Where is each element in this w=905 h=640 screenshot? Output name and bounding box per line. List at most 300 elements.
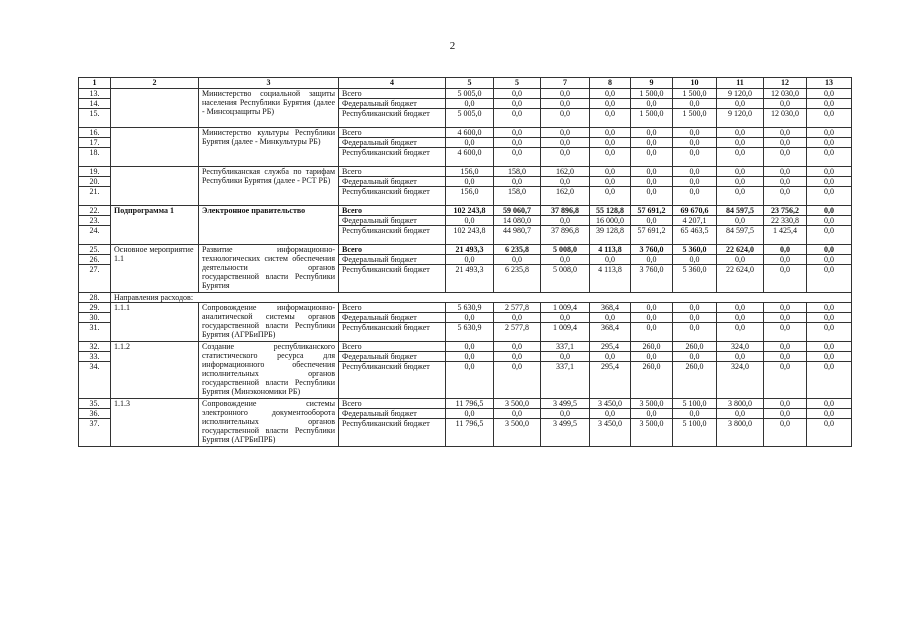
value-cell: 0,0 <box>631 177 673 187</box>
row-number: 33. <box>79 352 111 362</box>
value-cell: 0,0 <box>764 148 807 167</box>
program-code <box>111 89 199 128</box>
value-cell: 3 800,0 <box>717 399 764 409</box>
header-cell: 4 <box>339 78 446 89</box>
value-cell: 0,0 <box>541 89 590 99</box>
program-code: Основное мероприятие 1.1 <box>111 245 199 293</box>
value-cell: 0,0 <box>673 409 717 419</box>
value-cell: 0,0 <box>631 303 673 313</box>
value-cell: 0,0 <box>631 128 673 138</box>
program-code <box>111 128 199 167</box>
value-cell: 4 113,8 <box>590 245 631 255</box>
value-cell: 9 120,0 <box>717 109 764 128</box>
value-cell: 0,0 <box>590 89 631 99</box>
value-cell: 1 500,0 <box>673 109 717 128</box>
value-cell: 14 080,0 <box>494 216 541 226</box>
funding-source: Всего <box>339 303 446 313</box>
value-cell: 0,0 <box>807 177 852 187</box>
value-cell: 0,0 <box>541 128 590 138</box>
value-cell: 0,0 <box>673 323 717 342</box>
value-cell: 22 624,0 <box>717 245 764 255</box>
row-number: 36. <box>79 409 111 419</box>
program-name: Министерство социальной защиты населения Республики Бурятия (далее - Минсоцзащиты РБ) <box>199 89 339 128</box>
value-cell: 0,0 <box>807 138 852 148</box>
program-code: Подпрограмма 1 <box>111 206 199 245</box>
funding-source: Федеральный бюджет <box>339 255 446 265</box>
program-name: Министерство культуры Республики Бурятия (далее - Минкультуры РБ) <box>199 128 339 167</box>
funding-source: Всего <box>339 399 446 409</box>
page-number: 2 <box>449 40 456 52</box>
funding-source: Республиканский бюджет <box>339 187 446 206</box>
value-cell: 0,0 <box>494 177 541 187</box>
value-cell: 5 008,0 <box>541 245 590 255</box>
row-number: 37. <box>79 419 111 447</box>
value-cell: 0,0 <box>590 187 631 206</box>
row-number: 13. <box>79 89 111 99</box>
value-cell: 0,0 <box>590 177 631 187</box>
row-number: 31. <box>79 323 111 342</box>
value-cell: 0,0 <box>631 313 673 323</box>
funding-source: Федеральный бюджет <box>339 352 446 362</box>
value-cell: 5 005,0 <box>446 109 494 128</box>
value-cell: 69 670,6 <box>673 206 717 216</box>
value-cell: 0,0 <box>673 187 717 206</box>
value-cell: 3 500,0 <box>494 419 541 447</box>
value-cell: 55 128,8 <box>590 206 631 216</box>
value-cell: 39 128,8 <box>590 226 631 245</box>
row-number: 15. <box>79 109 111 128</box>
funding-source: Республиканский бюджет <box>339 419 446 447</box>
funding-source: Федеральный бюджет <box>339 409 446 419</box>
value-cell: 0,0 <box>807 255 852 265</box>
value-cell: 0,0 <box>717 409 764 419</box>
value-cell: 0,0 <box>717 148 764 167</box>
value-cell: 260,0 <box>673 362 717 399</box>
value-cell: 3 760,0 <box>631 265 673 293</box>
funding-source: Республиканский бюджет <box>339 362 446 399</box>
value-cell: 57 691,2 <box>631 206 673 216</box>
value-cell: 37 896,8 <box>541 206 590 216</box>
header-cell: 1 <box>79 78 111 89</box>
value-cell: 0,0 <box>764 362 807 399</box>
table-row <box>79 303 852 313</box>
value-cell: 0,0 <box>764 99 807 109</box>
value-cell: 0,0 <box>494 255 541 265</box>
funding-source: Республиканский бюджет <box>339 148 446 167</box>
value-cell: 0,0 <box>541 216 590 226</box>
row-number: 14. <box>79 99 111 109</box>
value-cell: 0,0 <box>494 128 541 138</box>
row-number: 29. <box>79 303 111 313</box>
value-cell: 0,0 <box>631 352 673 362</box>
funding-source: Всего <box>339 128 446 138</box>
value-cell: 337,1 <box>541 342 590 352</box>
value-cell: 0,0 <box>764 303 807 313</box>
value-cell: 5 360,0 <box>673 265 717 293</box>
value-cell: 37 896,8 <box>541 226 590 245</box>
value-cell: 0,0 <box>590 409 631 419</box>
value-cell: 0,0 <box>673 313 717 323</box>
header-cell: 12 <box>764 78 807 89</box>
value-cell: 22 330,8 <box>764 216 807 226</box>
value-cell: 5 100,0 <box>673 419 717 447</box>
value-cell: 1 500,0 <box>631 109 673 128</box>
value-cell: 0,0 <box>590 109 631 128</box>
program-name: Создание республиканского статистического ресурса для информационного обеспечения исполнительных органов государственной власти Республики Бурятия (Минэкономики РБ) <box>199 342 339 399</box>
row-number: 26. <box>79 255 111 265</box>
value-cell: 0,0 <box>717 99 764 109</box>
value-cell: 84 597,5 <box>717 206 764 216</box>
header-row <box>79 78 852 89</box>
value-cell: 0,0 <box>673 303 717 313</box>
value-cell: 0,0 <box>764 167 807 177</box>
value-cell: 5 630,9 <box>446 323 494 342</box>
value-cell: 0,0 <box>807 352 852 362</box>
value-cell: 260,0 <box>631 362 673 399</box>
value-cell: 0,0 <box>541 255 590 265</box>
row-number: 21. <box>79 187 111 206</box>
funding-source: Всего <box>339 206 446 216</box>
value-cell: 0,0 <box>764 245 807 255</box>
value-cell: 0,0 <box>764 323 807 342</box>
value-cell: 4 113,8 <box>590 265 631 293</box>
value-cell: 3 499,5 <box>541 419 590 447</box>
value-cell: 21 493,3 <box>446 265 494 293</box>
value-cell: 0,0 <box>673 177 717 187</box>
value-cell: 5 360,0 <box>673 245 717 255</box>
value-cell: 0,0 <box>807 99 852 109</box>
row-number: 24. <box>79 226 111 245</box>
table-row <box>79 342 852 352</box>
value-cell: 0,0 <box>631 187 673 206</box>
value-cell: 9 120,0 <box>717 89 764 99</box>
value-cell: 0,0 <box>717 187 764 206</box>
value-cell: 3 450,0 <box>590 399 631 409</box>
row-number: 18. <box>79 148 111 167</box>
header-cell: 5 <box>446 78 494 89</box>
value-cell: 12 030,0 <box>764 89 807 99</box>
value-cell: 295,4 <box>590 362 631 399</box>
program-code: 1.1.3 <box>111 399 199 447</box>
value-cell: 0,0 <box>717 323 764 342</box>
value-cell: 65 463,5 <box>673 226 717 245</box>
value-cell: 0,0 <box>541 99 590 109</box>
value-cell: 21 493,3 <box>446 245 494 255</box>
value-cell: 0,0 <box>807 265 852 293</box>
row-number: 20. <box>79 177 111 187</box>
value-cell: 0,0 <box>807 323 852 342</box>
value-cell: 16 000,0 <box>590 216 631 226</box>
value-cell: 0,0 <box>807 167 852 177</box>
value-cell: 59 060,7 <box>494 206 541 216</box>
value-cell: 162,0 <box>541 187 590 206</box>
program-name: Республиканская служба по тарифам Республики Бурятия (далее - РСТ РБ) <box>199 167 339 206</box>
header-cell: 13 <box>807 78 852 89</box>
value-cell: 368,4 <box>590 303 631 313</box>
value-cell: 0,0 <box>807 362 852 399</box>
value-cell: 0,0 <box>446 99 494 109</box>
header-cell: 8 <box>590 78 631 89</box>
value-cell: 0,0 <box>764 138 807 148</box>
program-name: Развитие информационно-технологических систем обеспечения деятельности органов государственной власти Республики Бурятия <box>199 245 339 293</box>
header-cell: 9 <box>631 78 673 89</box>
funding-source: Федеральный бюджет <box>339 177 446 187</box>
header-cell: 3 <box>199 78 339 89</box>
value-cell: 0,0 <box>807 128 852 138</box>
value-cell: 0,0 <box>717 128 764 138</box>
value-cell: 0,0 <box>807 313 852 323</box>
value-cell: 324,0 <box>717 342 764 352</box>
funding-source: Всего <box>339 167 446 177</box>
program-code: 1.1.1 <box>111 303 199 342</box>
value-cell: 0,0 <box>590 255 631 265</box>
value-cell: 156,0 <box>446 187 494 206</box>
row-number: 23. <box>79 216 111 226</box>
value-cell: 0,0 <box>590 167 631 177</box>
value-cell: 0,0 <box>446 216 494 226</box>
value-cell: 0,0 <box>717 255 764 265</box>
value-cell: 0,0 <box>446 313 494 323</box>
value-cell: 156,0 <box>446 167 494 177</box>
value-cell: 2 577,8 <box>494 303 541 313</box>
value-cell: 1 009,4 <box>541 303 590 313</box>
funding-source: Федеральный бюджет <box>339 216 446 226</box>
value-cell: 0,0 <box>807 245 852 255</box>
value-cell: 0,0 <box>807 206 852 216</box>
value-cell: 11 796,5 <box>446 419 494 447</box>
header-cell: 5 <box>494 78 541 89</box>
value-cell: 1 500,0 <box>673 89 717 99</box>
value-cell: 0,0 <box>446 352 494 362</box>
value-cell: 295,4 <box>590 342 631 352</box>
funding-source: Всего <box>339 245 446 255</box>
value-cell: 11 796,5 <box>446 399 494 409</box>
value-cell: 0,0 <box>717 352 764 362</box>
value-cell: 4 600,0 <box>446 148 494 167</box>
value-cell: 0,0 <box>807 399 852 409</box>
value-cell: 22 624,0 <box>717 265 764 293</box>
table-row <box>79 89 852 99</box>
value-cell: 2 577,8 <box>494 323 541 342</box>
value-cell: 44 980,7 <box>494 226 541 245</box>
value-cell: 0,0 <box>717 138 764 148</box>
value-cell: 260,0 <box>631 342 673 352</box>
value-cell: 0,0 <box>764 409 807 419</box>
value-cell: 0,0 <box>807 109 852 128</box>
value-cell: 5 008,0 <box>541 265 590 293</box>
value-cell: 368,4 <box>590 323 631 342</box>
value-cell: 0,0 <box>590 313 631 323</box>
value-cell: 0,0 <box>590 352 631 362</box>
value-cell: 0,0 <box>446 342 494 352</box>
value-cell: 0,0 <box>673 352 717 362</box>
value-cell: 0,0 <box>494 342 541 352</box>
value-cell: 0,0 <box>807 216 852 226</box>
value-cell: 0,0 <box>764 128 807 138</box>
value-cell: 0,0 <box>541 177 590 187</box>
row-number: 27. <box>79 265 111 293</box>
value-cell: 0,0 <box>541 109 590 128</box>
value-cell: 0,0 <box>590 99 631 109</box>
value-cell: 0,0 <box>494 409 541 419</box>
row-number: 35. <box>79 399 111 409</box>
value-cell: 0,0 <box>541 148 590 167</box>
value-cell: 0,0 <box>764 399 807 409</box>
header-cell: 2 <box>111 78 199 89</box>
value-cell: 0,0 <box>764 265 807 293</box>
value-cell: 337,1 <box>541 362 590 399</box>
row-number: 25. <box>79 245 111 255</box>
value-cell: 1 009,4 <box>541 323 590 342</box>
value-cell: 0,0 <box>673 128 717 138</box>
value-cell: 84 597,5 <box>717 226 764 245</box>
value-cell: 0,0 <box>807 419 852 447</box>
program-name: Электронное правительство <box>199 206 339 245</box>
value-cell: 0,0 <box>631 167 673 177</box>
value-cell: 0,0 <box>764 177 807 187</box>
value-cell: 158,0 <box>494 167 541 177</box>
value-cell: 0,0 <box>541 352 590 362</box>
header-cell: 7 <box>541 78 590 89</box>
row-number: 17. <box>79 138 111 148</box>
value-cell: 0,0 <box>494 313 541 323</box>
value-cell: 0,0 <box>764 352 807 362</box>
funding-source: Республиканский бюджет <box>339 323 446 342</box>
value-cell: 5 005,0 <box>446 89 494 99</box>
value-cell: 0,0 <box>807 342 852 352</box>
value-cell: 102 243,8 <box>446 206 494 216</box>
budget-table <box>78 77 852 447</box>
value-cell: 0,0 <box>807 148 852 167</box>
header-cell: 10 <box>673 78 717 89</box>
value-cell: 0,0 <box>764 187 807 206</box>
value-cell: 23 756,2 <box>764 206 807 216</box>
funding-source: Республиканский бюджет <box>339 265 446 293</box>
value-cell: 3 500,0 <box>631 419 673 447</box>
value-cell: 5 630,9 <box>446 303 494 313</box>
value-cell: 0,0 <box>807 187 852 206</box>
value-cell: 0,0 <box>673 148 717 167</box>
value-cell: 0,0 <box>631 216 673 226</box>
value-cell: 3 760,0 <box>631 245 673 255</box>
value-cell: 0,0 <box>717 313 764 323</box>
value-cell: 0,0 <box>494 99 541 109</box>
value-cell: 4 207,1 <box>673 216 717 226</box>
value-cell: 0,0 <box>673 138 717 148</box>
row-number: 32. <box>79 342 111 352</box>
table-row <box>79 128 852 138</box>
funding-source: Федеральный бюджет <box>339 99 446 109</box>
value-cell: 5 100,0 <box>673 399 717 409</box>
value-cell: 0,0 <box>631 138 673 148</box>
value-cell: 0,0 <box>494 138 541 148</box>
value-cell: 0,0 <box>807 303 852 313</box>
funding-source: Всего <box>339 342 446 352</box>
value-cell: 0,0 <box>590 128 631 138</box>
row-number: 19. <box>79 167 111 177</box>
value-cell: 162,0 <box>541 167 590 177</box>
value-cell: 324,0 <box>717 362 764 399</box>
value-cell: 57 691,2 <box>631 226 673 245</box>
value-cell: 0,0 <box>631 409 673 419</box>
value-cell: 0,0 <box>717 303 764 313</box>
value-cell: 0,0 <box>764 342 807 352</box>
row-number: 22. <box>79 206 111 216</box>
value-cell: 0,0 <box>446 177 494 187</box>
funding-source: Всего <box>339 89 446 99</box>
value-cell: 0,0 <box>631 255 673 265</box>
value-cell: 0,0 <box>717 167 764 177</box>
value-cell: 0,0 <box>807 89 852 99</box>
funding-source: Федеральный бюджет <box>339 313 446 323</box>
value-cell: 3 500,0 <box>494 399 541 409</box>
value-cell: 0,0 <box>717 216 764 226</box>
program-code: 1.1.2 <box>111 342 199 399</box>
program-code <box>111 167 199 206</box>
row-number: 34. <box>79 362 111 399</box>
value-cell: 0,0 <box>673 255 717 265</box>
value-cell: 0,0 <box>764 419 807 447</box>
value-cell: 158,0 <box>494 187 541 206</box>
table-row <box>79 245 852 255</box>
value-cell: 0,0 <box>764 313 807 323</box>
table-row <box>79 167 852 177</box>
funding-source: Республиканский бюджет <box>339 109 446 128</box>
value-cell: 1 500,0 <box>631 89 673 99</box>
section-row <box>79 293 852 303</box>
value-cell: 0,0 <box>494 148 541 167</box>
value-cell: 3 450,0 <box>590 419 631 447</box>
value-cell: 0,0 <box>541 138 590 148</box>
value-cell: 6 235,8 <box>494 265 541 293</box>
row-number: 30. <box>79 313 111 323</box>
value-cell: 3 800,0 <box>717 419 764 447</box>
value-cell: 0,0 <box>446 255 494 265</box>
value-cell: 6 235,8 <box>494 245 541 255</box>
value-cell: 0,0 <box>494 352 541 362</box>
row-number: 16. <box>79 128 111 138</box>
value-cell: 260,0 <box>673 342 717 352</box>
value-cell: 3 500,0 <box>631 399 673 409</box>
value-cell: 0,0 <box>494 89 541 99</box>
row-number: 28. <box>79 293 111 303</box>
value-cell: 0,0 <box>541 409 590 419</box>
program-name: Сопровождение информационно-аналитической системы органов государственной власти Республики Бурятия (АГРБиПРБ) <box>199 303 339 342</box>
value-cell: 0,0 <box>494 109 541 128</box>
value-cell: 0,0 <box>494 362 541 399</box>
value-cell: 0,0 <box>631 148 673 167</box>
value-cell: 0,0 <box>590 148 631 167</box>
value-cell: 0,0 <box>446 362 494 399</box>
value-cell: 0,0 <box>590 138 631 148</box>
value-cell: 0,0 <box>631 99 673 109</box>
funding-source: Республиканский бюджет <box>339 226 446 245</box>
header-cell: 11 <box>717 78 764 89</box>
funding-source: Федеральный бюджет <box>339 138 446 148</box>
table-row <box>79 399 852 409</box>
value-cell: 3 499,5 <box>541 399 590 409</box>
value-cell: 0,0 <box>541 313 590 323</box>
value-cell: 12 030,0 <box>764 109 807 128</box>
value-cell: 0,0 <box>631 323 673 342</box>
value-cell: 0,0 <box>673 99 717 109</box>
program-name: Сопровождение системы электронного документооборота исполнительных органов государственной власти Республики Бурятия (АГРБиПРБ) <box>199 399 339 447</box>
value-cell: 0,0 <box>807 226 852 245</box>
value-cell: 0,0 <box>673 167 717 177</box>
section-title: Направления расходов: <box>111 293 852 303</box>
value-cell: 0,0 <box>446 409 494 419</box>
value-cell: 1 425,4 <box>764 226 807 245</box>
